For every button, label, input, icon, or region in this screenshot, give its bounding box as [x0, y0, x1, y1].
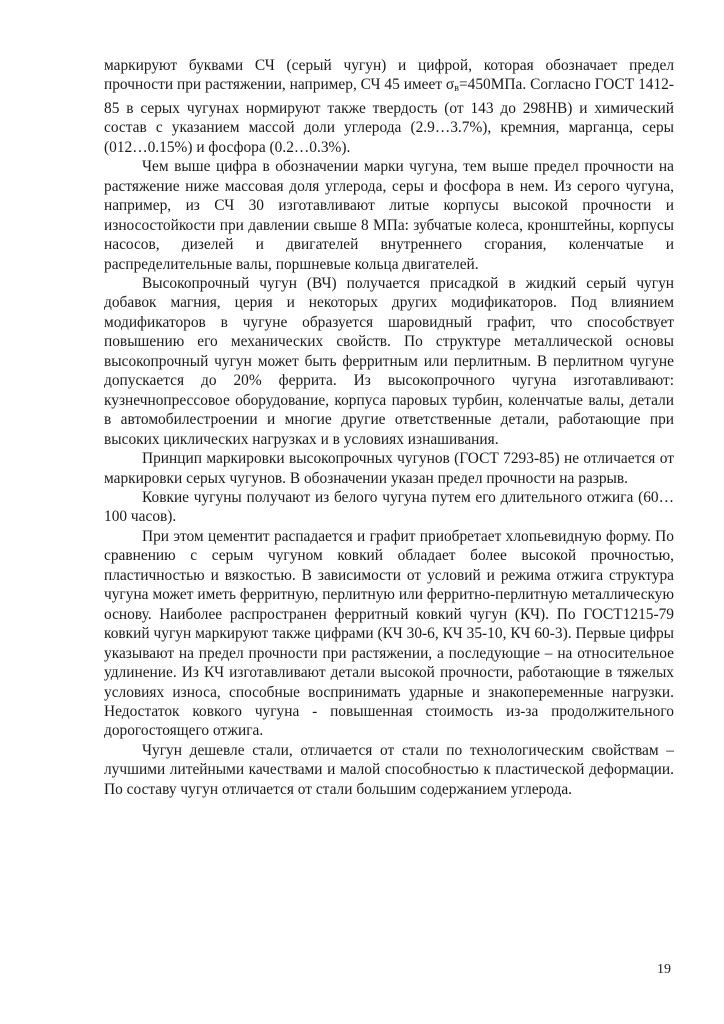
sigma-subscript: в — [454, 83, 459, 95]
paragraph-1-before: маркируют буквами СЧ (серый чугун) и цифрой, которая обозначает предел прочности при растяжении, например, СЧ 45 имеет σ — [104, 57, 674, 94]
paragraph-6: При этом цементит распадается и графит приобретает хлопьевидную форму. По сравнению с серым чугуном ковкий обладает более высокой прочностью, пластичностью и вязкостью. В зависимости от условий и режима отжига структура чугуна может иметь ферритную, перлитную или ферритно-перлитную металлическую основу. Наиболее распространен ферритный ковкий чугун (КЧ). По ГОСТ1215-79 ковкий чугун маркируют также цифрами (КЧ 30-6, КЧ 35-10, КЧ 60-3). Первые цифры указывают на предел прочности при растяжении, а последующие – на относительное удлинение. Из КЧ изготавливают детали высокой прочности, работающие в тяжелых условиях износа, способные воспринимать ударные и знакопеременные нагрузки. Недостаток ковкого чугуна - повышенная стоимость из-за продолжительного дорогостоящего отжига. — [104, 527, 674, 740]
paragraph-5: Ковкие чугуны получают из белого чугуна путем его длительного отжига (60…100 часов). — [104, 488, 674, 526]
paragraph-1-after: =450МПа. Согласно ГОСТ 1412-85 в серых чугунах нормируют также твердость (от 143 до 298НВ) и химический состав с указанием массой доли углерода (2.9…3.7%), кремния, марганца, серы (012…0.15%) и фосфора (0.2…0.3%). — [104, 76, 674, 156]
body-text — [104, 56, 674, 799]
paragraph-3: Высокопрочный чугун (ВЧ) получается присадкой в жидкий серый чугун добавок магния, церия и некоторых других модификаторов. Под влиянием модификаторов в чугуне образуется шаровидный графит, что способствует повышению его механических свойств. По структуре металлической основы высокопрочный чугун может быть ферритным или перлитным. В перлитном чугуне допускается до 20% феррита. Из высокопрочного чугуна изготавливают: кузнечнопрессовое оборудование, корпуса паровых турбин, коленчатые валы, детали в автомобилестроении и многие другие ответственные детали, работающие при высоких циклических нагрузках и в условиях изнашивания. — [104, 274, 674, 448]
paragraph-1 — [104, 56, 674, 157]
paragraph-2: Чем выше цифра в обозначении марки чугуна, тем выше предел прочности на растяжение ниже массовая доля углерода, серы и фосфора в нем. Из серого чугуна, например, из СЧ 30 изготавливают литые корпусы высокой прочности и износостойкости при давлении свыше 8 МПа: зубчатые колеса, кронштейны, корпусы насосов, дизелей и двигателей внутреннего сгорания, коленчатые и распределительные валы, поршневые кольца двигателей. — [104, 158, 674, 273]
page-number: 19 — [657, 962, 671, 977]
paragraph-7: Чугун дешевле стали, отличается от стали по технологическим свойствам – лучшими литейными качествами и малой способностью к пластической деформации. По составу чугун отличается от стали большим содержанием углерода. — [104, 741, 674, 798]
paragraph-4: Принцип маркировки высокопрочных чугунов (ГОСТ 7293-85) не отличается от маркировки серых чугунов. В обозначении указан предел прочности на разрыв. — [104, 450, 674, 487]
